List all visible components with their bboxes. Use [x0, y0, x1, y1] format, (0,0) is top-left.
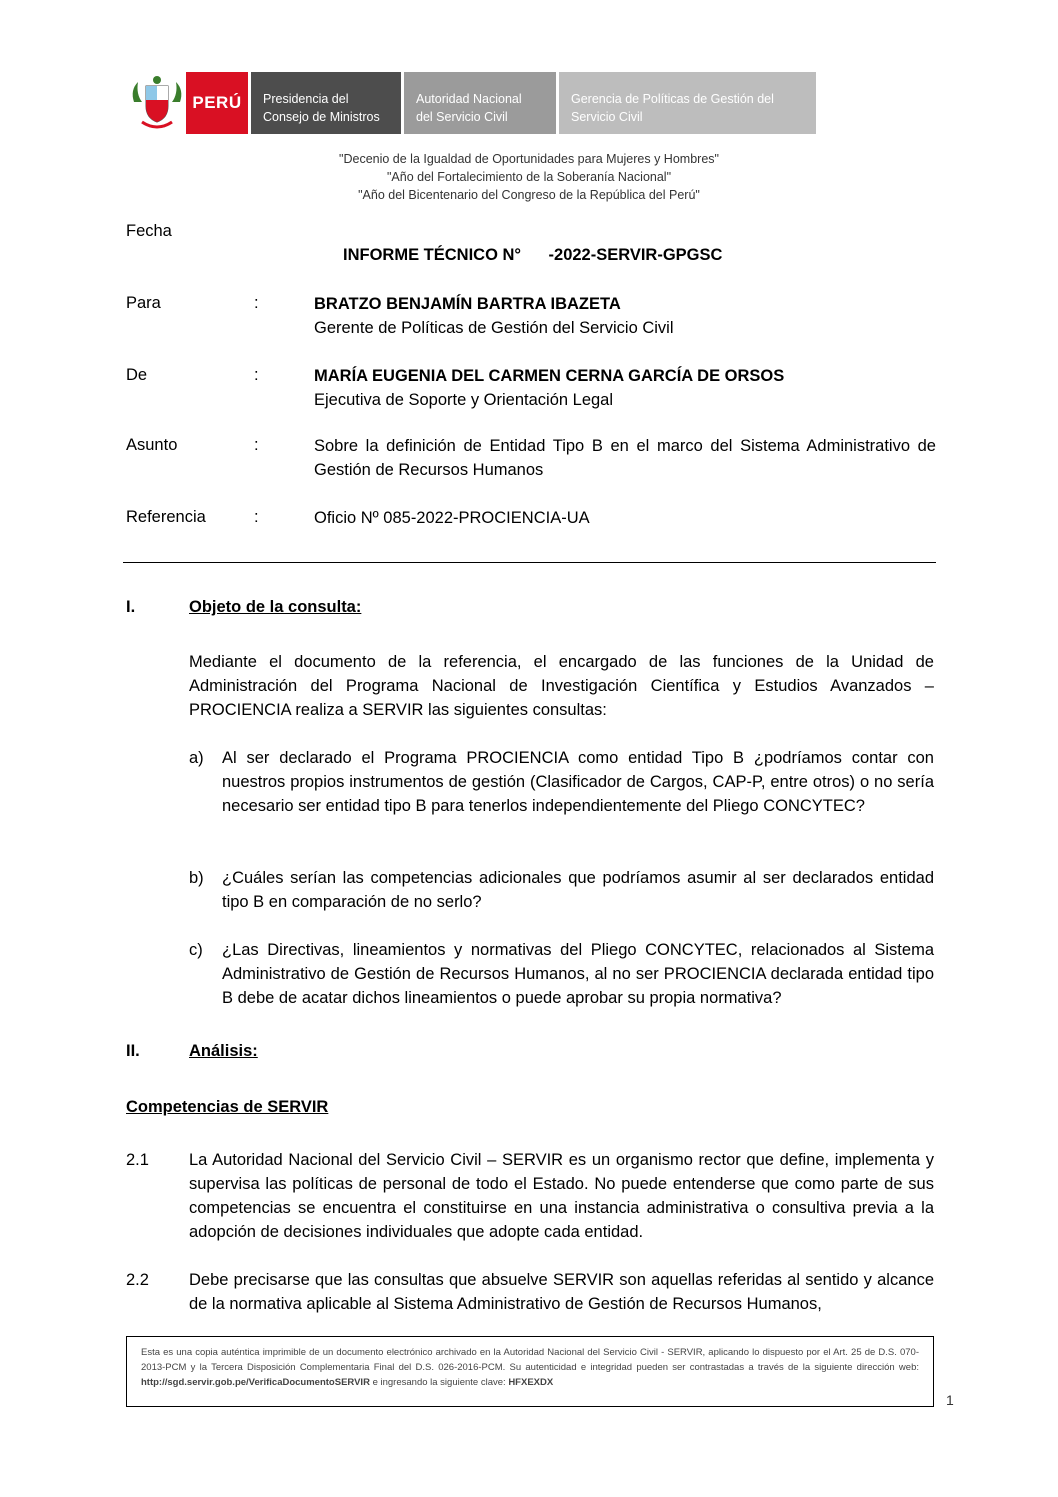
fecha-label: Fecha — [126, 222, 172, 240]
de-label: De — [126, 366, 148, 384]
section-2-number: II. — [126, 1042, 140, 1060]
footer-note: Esta es una copia auténtica imprimible de un documento electrónico archivado en la Autoridad Nacional del Servicio Civil - SERVIR, aplicando lo dispuesto por el Art. 25 de D.S. 070-2013-PCM y la Tercera Disposición Complementaria Final del D.S. 026-2016-PCM. Su autenticidad e integridad pueden ser contrastadas a través de la siguiente dirección web: — [141, 1347, 919, 1373]
page-number: 1 — [946, 1392, 954, 1408]
para-name: BRATZO BENJAMÍN BARTRA IBAZETA — [314, 295, 621, 313]
para-value — [314, 292, 936, 340]
authenticity-footer — [126, 1336, 934, 1407]
item-b-letter: b) — [189, 869, 204, 887]
gerencia-line-2: Servicio Civil — [571, 110, 643, 124]
servir-line-1: Autoridad Nacional — [416, 92, 522, 106]
asunto-colon: : — [254, 436, 259, 454]
para-2-2-number: 2.2 — [126, 1271, 149, 1289]
footer-mid: e ingresando la siguiente clave: — [369, 1377, 509, 1388]
slogan-1: "Decenio de la Igualdad de Oportunidades para Mujeres y Hombres" — [339, 152, 719, 166]
para-2-2-text: Debe precisarse que las consultas que absuelve SERVIR son aquellas referidas al sentido y alcance de la normativa aplicable al Sistema Administrativo de Gestión de Recursos Humanos, — [189, 1271, 934, 1313]
para-colon: : — [254, 294, 259, 312]
servir-line-2: del Servicio Civil — [416, 110, 508, 124]
coat-of-arms-icon — [128, 72, 186, 134]
pcm-label — [248, 72, 401, 134]
de-name: MARÍA EUGENIA DEL CARMEN CERNA GARCÍA DE ORSOS — [314, 367, 785, 385]
section-1-title: Objeto de la consulta: — [189, 598, 362, 616]
referencia-colon: : — [254, 508, 259, 526]
gerencia-line-1: Gerencia de Políticas de Gestión del — [571, 92, 774, 106]
section-1-number: I. — [126, 598, 136, 616]
slogan-3: "Año del Bicentenario del Congreso de la República del Perú" — [358, 188, 700, 202]
item-a-text: Al ser declarado el Programa PROCIENCIA como entidad Tipo B ¿podríamos contar con nuestros propios instrumentos de gestión (Clasificador de Cargos, CAP-P, entre otros) o no sería necesario ser entidad tipo B para tenerlos independientemente del Pliego CONCYTEC? — [222, 749, 934, 815]
asunto-value: Sobre la definición de Entidad Tipo B en el marco del Sistema Administrativo de Gestión de Recursos Humanos — [314, 437, 936, 479]
de-role: Ejecutiva de Soporte y Orientación Legal — [314, 391, 614, 409]
peru-logo: PERÚ — [186, 72, 248, 134]
para-2-1-text: La Autoridad Nacional del Servicio Civil – SERVIR es un organismo rector que define, implementa y supervisa las políticas de personal de todo el Estado. No puede entenderse que como parte de sus competencias se encuentra el constituirse en una instancia administrativa o consultiva previa a la adopción de decisiones individuales que adopte cada entidad. — [189, 1151, 934, 1241]
asunto-label: Asunto — [126, 436, 178, 454]
referencia-label: Referencia — [126, 508, 206, 526]
section-1-intro: Mediante el documento de la referencia, el encargado de las funciones de la Unidad de Administración del Programa Nacional de Investigación Científica y Estudios Avanzados – PROCIENCIA realiza a SERVIR las siguientes consultas: — [189, 653, 934, 719]
header-divider — [123, 562, 936, 563]
para-2-1-number: 2.1 — [126, 1151, 149, 1169]
institution-header — [128, 72, 816, 134]
de-value — [314, 364, 936, 412]
section-2-title: Análisis: — [189, 1042, 258, 1060]
verification-key: HFXEXDX — [508, 1377, 554, 1388]
para-label: Para — [126, 294, 161, 312]
de-colon: : — [254, 366, 259, 384]
slogan-2: "Año del Fortalecimiento de la Soberanía Nacional" — [386, 170, 672, 184]
item-c-letter: c) — [189, 941, 203, 959]
subheading-competencias: Competencias de SERVIR — [126, 1098, 329, 1116]
servir-label — [401, 72, 556, 134]
item-b-text: ¿Cuáles serían las competencias adicionales que podríamos asumir al ser declarados entidad tipo B en comparación de no serlo? — [222, 869, 934, 911]
item-a-letter: a) — [189, 749, 204, 767]
slogans — [0, 150, 1058, 204]
para-role: Gerente de Políticas de Gestión del Servicio Civil — [314, 319, 674, 337]
pcm-line-1: Presidencia del — [263, 92, 349, 106]
report-title: INFORME TÉCNICO N° -2022-SERVIR-GPGSC — [343, 246, 723, 264]
gerencia-label — [556, 72, 816, 134]
verification-link[interactable]: http://sgd.servir.gob.pe/VerificaDocumentoSERVIR — [141, 1377, 370, 1388]
item-c-text: ¿Las Directivas, lineamientos y normativas del Pliego CONCYTEC, relacionados al Sistema Administrativo de Gestión de Recursos Humanos, al no ser PROCIENCIA declarada entidad tipo B debe de acatar dichos lineamientos o puede aprobar su propia normativa? — [222, 941, 934, 1007]
pcm-line-2: Consejo de Ministros — [263, 110, 380, 124]
referencia-value: Oficio Nº 085-2022-PROCIENCIA-UA — [314, 509, 590, 527]
